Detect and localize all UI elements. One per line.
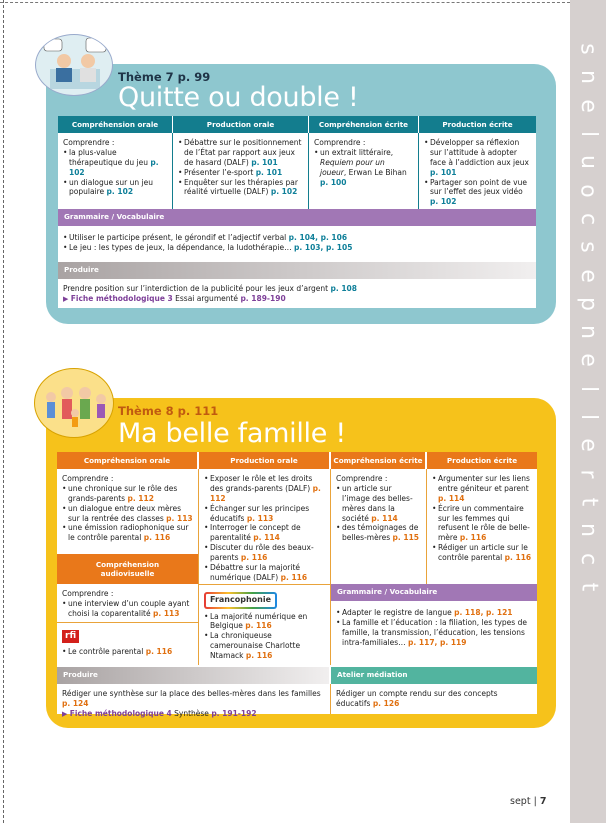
page-ref: p. 116 [280,572,308,582]
list-item [336,608,532,618]
item-text: Adapter le registre de langue [342,608,455,617]
list-item [63,178,167,198]
side-letter: s [576,241,601,253]
t8-produce-cell [57,686,329,722]
theme-8-table [57,452,537,718]
cut-line-left [3,0,4,823]
page-ref: p. 116 [504,553,532,563]
item-text: Débattre sur la majorité numérique (DALF) [210,563,301,582]
item-text: Exposer le rôle et les droits des grands-parents (DALF) [210,474,313,493]
page-ref: p. 103, p. 105 [294,242,353,252]
fiche-label: Fiche méthodologique 3 [70,293,173,303]
list-item [432,474,532,504]
t8-fiche [62,709,324,719]
t8-cav-intro: Comprendre : [62,589,114,598]
item-text: des témoignages de belles-mères [342,523,419,543]
side-letter: n [575,325,601,340]
t8-produce-text [62,689,324,709]
list-item [62,599,193,619]
t7-po-list [178,138,303,197]
theme-7-illustration [35,34,113,96]
page-ref: p. 191-192 [211,708,257,718]
t8-grammar-list [336,608,532,648]
t8-header-po: Production orale [199,452,329,469]
t7-ce-text: un extrait littéraire, [320,147,394,157]
page-ref: p. 102 [106,187,134,197]
page-ref: p. 100 [320,177,347,187]
t7-produce-text [63,284,531,294]
page-ref: p. 114 [371,513,398,523]
side-letter: n [575,70,601,85]
side-letter: o [576,183,601,198]
t8-ce-list [336,484,421,543]
side-letter: e [575,268,601,283]
cut-line-top [0,2,570,3]
page-ref: p. 112 [127,493,154,503]
page-ref: p. 104, p. 106 [288,233,348,242]
page-ref: p. 114 [253,533,280,543]
side-letter: e [575,353,601,368]
page-ref: p. 118, p. 121 [454,608,513,617]
side-letter: l [576,414,601,421]
item-text: La majorité numérique en Belgique [210,611,308,631]
t7-cell-pe [419,135,536,210]
t7-co-intro: Comprendre : [63,138,115,147]
theme-7-number: Thème 7 p. 99 [118,70,211,84]
page-ref: p. 113 [166,513,193,523]
side-letter: l [576,385,601,392]
side-letter: n [575,523,601,538]
t8-ce-intro: Comprendre : [336,474,388,483]
t8-header-cav: Compréhension audiovisuelle [57,554,198,584]
item-text: un dialogue sur un jeu populaire [69,177,153,197]
t7-header-co: Compréhension orale [58,116,172,133]
t8-co-list [62,484,193,543]
t8-grammar-header: Grammaire / Vocabulaire [331,584,537,601]
list-item [63,148,167,178]
fiche-text: Synthèse [171,708,212,718]
t7-ce-book-title: Requiem pour un joueur [320,157,385,177]
list-item [63,243,531,253]
theme-7-title: Quitte ou double ! [118,82,359,113]
item-text: Partager son point de vue sur l’effet des jeux vidéo [430,177,527,197]
list-item [204,563,325,583]
page-ref: p. 189-190 [240,293,286,303]
list-item [62,523,193,543]
side-letter: t [575,497,601,507]
list-item [336,618,532,648]
item-text: Argumenter sur les liens entre géniteur et parent [438,474,530,493]
item-text: La chroniqueuse camerounaise Charlotte Ntamack [210,631,301,661]
item-text: Discuter du rôle des beaux-parents [210,543,314,563]
item-text: Débattre sur le positionnement de l’État par rapport aux jeux de hasard (DALF) [184,138,302,167]
fiche-text: Essai argumenté [172,293,241,303]
list-item [178,178,303,198]
item-text: Écrire un commentaire sur les femmes qui refusent le rôle de belle-mère [438,503,530,543]
item-text: Présenter l’e-sport [184,167,256,177]
page-ref: p. 113 [153,608,180,618]
t8-rfi-list [62,647,193,657]
page-ref: p. 101 [255,167,283,177]
item-text: une émission radiophonique sur le contrôle parental [68,523,189,543]
page-ref: p. 101 [430,167,457,177]
t8-cell-co [57,471,198,546]
side-letter: t [575,582,601,592]
side-vertical-text [570,38,606,598]
page-ref: p. 114 [438,493,465,503]
divider [57,622,198,623]
item-text: La famille et l’éducation : la filiation, les types de famille, la transmission, l’éducation, les tensions intra-familiales… [342,617,527,647]
t8-mediation-text [336,689,532,709]
t7-produce-header: Produire [58,262,536,279]
side-letter: e [575,438,601,453]
page-ref: p. 124 [62,698,89,708]
produce-task: Prendre position sur l’interdiction de la publicité pour les jeux d’argent [63,284,331,293]
t8-cell-pe [427,471,537,566]
theme-8-title: Ma belle famille ! [118,418,346,449]
page-ref: p. 113 [246,513,274,523]
produce-task: Rédiger une synthèse sur la place des belles-mères dans les familles [62,689,321,698]
page-ref: p. 117, p. 119 [408,637,467,647]
t8-cell-cav [57,586,198,622]
rfi-logo: rfi [62,630,79,643]
page-ref: p. 115 [392,533,419,543]
list-item [204,523,325,543]
list-item [336,484,421,524]
list-item [204,474,325,504]
page-ref: p. 108 [330,284,357,293]
list-item [62,504,193,524]
page-footer: sept | 7 [510,796,547,807]
t8-grammar-cell [331,605,537,651]
t8-cell-franco [199,589,330,664]
list-item [432,504,532,544]
triangle-icon: ▶ [63,294,69,303]
page-ref: p. 112 [210,483,321,503]
page-ref: p. 102 [69,157,159,177]
list-item [63,233,531,243]
item-text: Enquêter sur les thérapies par réalité virtuelle (DALF) [184,177,298,197]
page-ref: p. 102 [270,187,298,197]
page-number: 7 [539,796,547,807]
list-item [204,504,325,524]
t7-header-pe: Production écrite [419,116,536,133]
triangle-icon: ▶ [62,709,68,718]
item-text: une interview d’un couple ayant choisi la coparentalité [68,598,190,618]
t8-header-co: Compréhension orale [57,452,197,469]
t8-cell-rfi [57,627,198,660]
t7-header-po: Production orale [173,116,308,133]
item-text: Le contrôle parental [68,647,146,656]
t7-cell-ce [309,135,418,190]
list-item [314,148,413,188]
t8-pe-list [432,474,532,563]
t7-ce-list [314,148,413,188]
t8-po-list [204,474,325,583]
page-ref: p. 116 [245,651,273,661]
side-letter: l [576,130,601,137]
side-letter: r [575,469,601,479]
t7-cell-co [58,135,172,200]
list-item [178,168,303,178]
page-ref: p. 101 [251,157,278,167]
list-item [204,543,325,563]
page-ref: p. 116 [145,647,173,656]
t7-grammar-header: Grammaire / Vocabulaire [58,209,536,226]
item-text: un article sur l’image des belles-mères dans la société [342,483,413,523]
side-letter: c [575,212,601,225]
item-text: Échanger sur les principes éducatifs [210,503,310,523]
side-letter: s [576,43,601,55]
page-ref: p. 116 [245,621,272,631]
t8-franco-list [204,612,325,661]
item-text: Utiliser le participe présent, le gérondif et l’adjectif verbal [69,233,289,242]
item-text: Rédiger un article sur le contrôle parental [438,543,528,563]
page-ref: p. 126 [372,698,400,708]
fiche-label: Fiche méthodologique 4 [69,708,172,718]
side-letter: u [575,155,601,170]
list-item [204,631,325,661]
t7-header-ce: Compréhension écrite [309,116,418,133]
t8-header-ce: Compréhension écrite [331,452,425,469]
theme-7-table [58,116,536,308]
t7-produce-cell [58,281,536,307]
item-text: Développer sa réflexion sur l’attitude à adopter face à l’addiction aux jeux [430,138,529,167]
t8-co-intro: Comprendre : [62,474,114,483]
t8-mediation-header: Atelier médiation [331,667,537,684]
page-word: sept [510,796,531,807]
t8-mediation-cell [331,686,537,712]
side-letter: e [575,98,601,113]
t7-grammar-cell [58,230,536,256]
t7-ce-intro: Comprendre : [314,138,366,147]
page-ref: p. 102 [430,197,457,207]
francophonie-badge: Francophonie [204,592,277,609]
list-item [62,647,193,657]
t7-ce-author: , Erwan Le Bihan [343,167,407,177]
theme-8-number: Thème 8 p. 111 [118,404,219,418]
page-ref: p. 116 [459,533,487,543]
t8-cell-po [199,471,330,586]
t7-co-list [63,148,167,197]
item-text: la plus-value thérapeutique du jeu [69,147,151,167]
t8-cav-list [62,599,193,619]
item-text: un dialogue entre deux mères sur la rentrée des classes [68,503,182,523]
page-ref: p. 116 [143,533,171,543]
t7-fiche [63,294,531,304]
list-item [178,138,303,168]
t7-grammar-list [63,233,531,253]
list-item [424,138,531,178]
list-item [336,523,421,543]
t8-header-pe: Production écrite [427,452,537,469]
t7-cell-po [173,135,308,200]
t8-cell-ce [331,471,426,546]
t7-pe-list [424,138,531,207]
page-ref: p. 116 [240,553,268,563]
item-text: Le jeu : les types de jeux, la dépendance, la ludothérapie… [69,242,295,252]
list-item [424,178,531,208]
list-item [204,612,325,632]
item-text: Interroger le concept de parentalité [210,523,301,543]
side-letter: c [575,552,601,565]
list-item [432,543,532,563]
item-text: une chronique sur le rôle des grands-parents [68,483,178,503]
mediation-task: Rédiger un compte rendu sur des concepts éducatifs [336,689,498,708]
list-item [62,484,193,504]
t8-produce-header: Produire [57,667,329,684]
side-letter: p [576,296,601,311]
theme-8-illustration [34,368,114,438]
